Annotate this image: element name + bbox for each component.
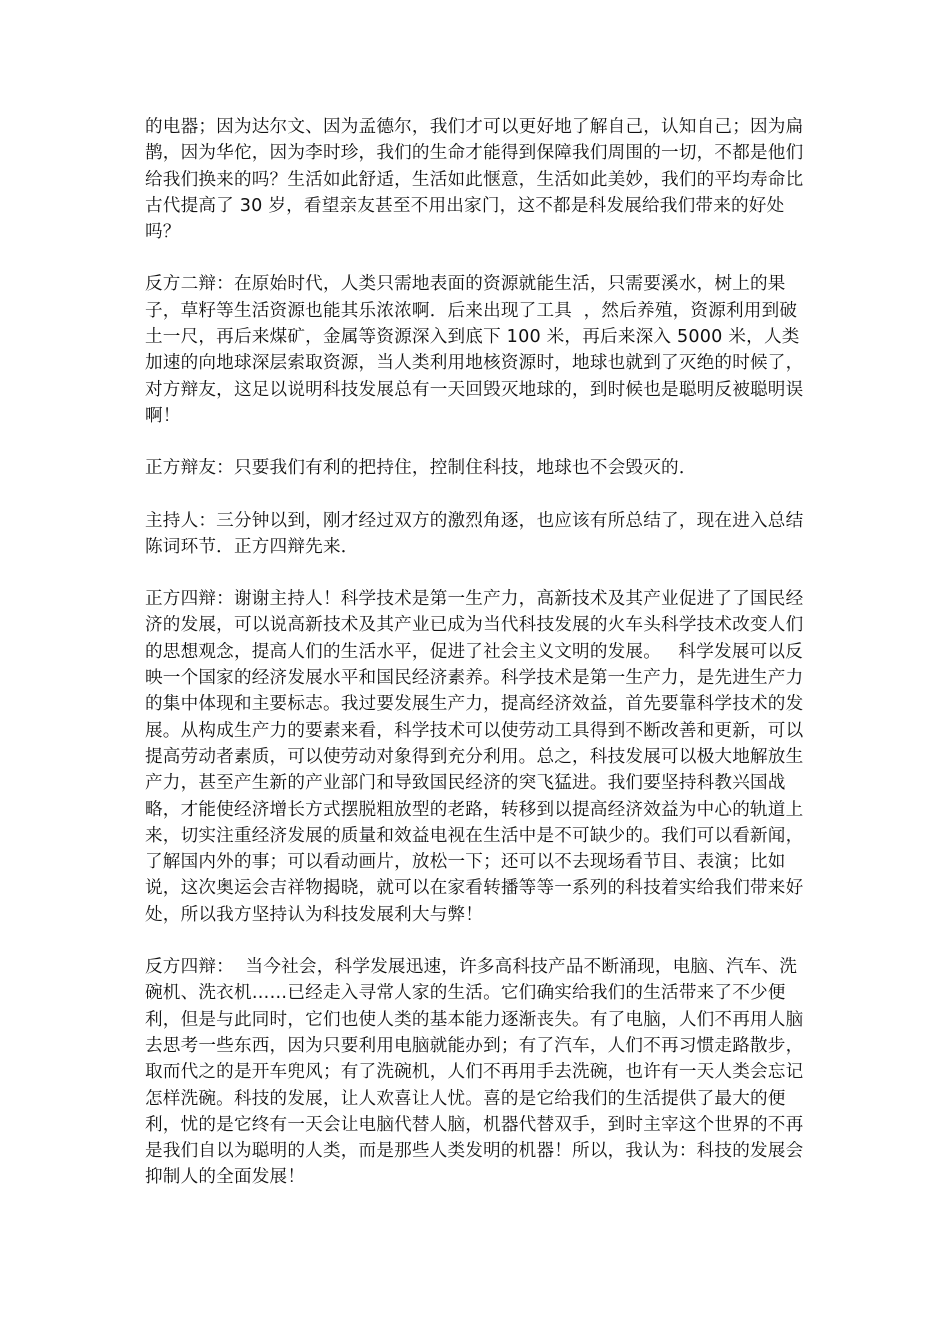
paragraph-spacer	[145, 560, 810, 586]
paragraph-continuation: 的电器；因为达尔文、因为孟德尔，我们才可以更好地了解自己，认知自己；因为扁鹊，因为华佗，因为李时珍，我们的生命才能得到保障我们周围的一切，不都是他们给我们换来的吗？生活如此舒适，生活如此惬意，生活如此美妙，我们的平均寿命比古代提高了 30 岁，看望亲友甚至不用出家门，这不都是科发展给我们带来的好处吗？	[145, 117, 804, 243]
paragraph-host: 主持人：三分钟以到，刚才经过双方的激烈角逐，也应该有所总结了，现在进入总结陈词环节．正方四辩先来．	[145, 510, 804, 557]
paragraph-con-fourth-speaker: 反方四辩： 当今社会，科学发展迅速，许多高科技产品不断涌现，电脑、汽车、洗碗机、洗衣机……已经走入寻常人家的生活。它们确实给我们的生活带来了不少便利，但是与此同时，它们也使人类的基本能力逐渐丧失。有了电脑，人们不再用人脑去思考一些东西，因为只要利用电脑就能办到；有了汽车，人们不再习惯走路散步，取而代之的是开车兜风；有了洗碗机，人们不再用手去洗碗，也许有一天人类会忘记怎样洗碗。科技的发展，让人欢喜让人忧。喜的是它给我们的生活提供了最大的便利，忧的是它终有一天会让电脑代替人脑，机器代替双手，到时主宰这个世界的不再是我们自以为聪明的人类，而是那些人类发明的机器！所以，我认为：科技的发展会抑制人的全面发展！	[145, 957, 804, 1188]
paragraph-spacer	[145, 245, 810, 271]
paragraph-con-second-speaker: 反方二辩：在原始时代，人类只需地表面的资源就能生活，只需要溪水，树上的果子，草籽等生活资源也能其乐浓浓啊．后来出现了工具 ，然后养殖，资源利用到破土一尺，再后来煤矿，金属等资源深入到底下 100 米，再后来深入 5000 米，人类加速的向地球深层索取资源，当人类利用地核资源时，地球也就到了灭绝的时候了，对方辩友，这足以说明科技发展总有一天回毁灭地球的，到时候也是聪明反被聪明误啊！	[145, 274, 804, 426]
paragraph-spacer	[145, 482, 810, 508]
paragraph-spacer	[145, 429, 810, 455]
paragraph-spacer	[145, 928, 810, 954]
paragraph-pro-debater: 正方辩友：只要我们有利的把持住，控制住科技，地球也不会毁灭的．	[145, 458, 697, 479]
document-body	[145, 114, 810, 1191]
paragraph-pro-fourth-speaker: 正方四辩：谢谢主持人！科学技术是第一生产力，高新技术及其产业促进了了国民经济的发展，可以说高新技术及其产业已成为当代科技发展的火车头科学技术改变人们的思想观念，提高人们的生活水平，促进了社会主义文明的发展。 科学发展可以反映一个国家的经济发展水平和国民经济素养。科学技术是第一生产力，是先进生产力的集中体现和主要标志。我过要发展生产力，提高经济效益，首先要靠科学技术的发展。从构成生产力的要素来看，科学技术可以使劳动工具得到不断改善和更新，可以提高劳动者素质，可以使劳动对象得到充分利用。总之，科技发展可以极大地解放生产力，甚至产生新的产业部门和导致国民经济的突飞猛进。我们要坚持科教兴国战略，才能使经济增长方式摆脱粗放型的老路，转移到以提高经济效益为中心的轨道上来，切实注重经济发展的质量和效益电视在生活中是不可缺少的。我们可以看新闻，了解国内外的事；可以看动画片，放松一下；还可以不去现场看节目、表演；比如说，这次奥运会吉祥物揭晓，就可以在家看转播等等一系列的科技着实给我们带来好处，所以我方坚持认为科技发展利大与弊！	[145, 589, 804, 925]
